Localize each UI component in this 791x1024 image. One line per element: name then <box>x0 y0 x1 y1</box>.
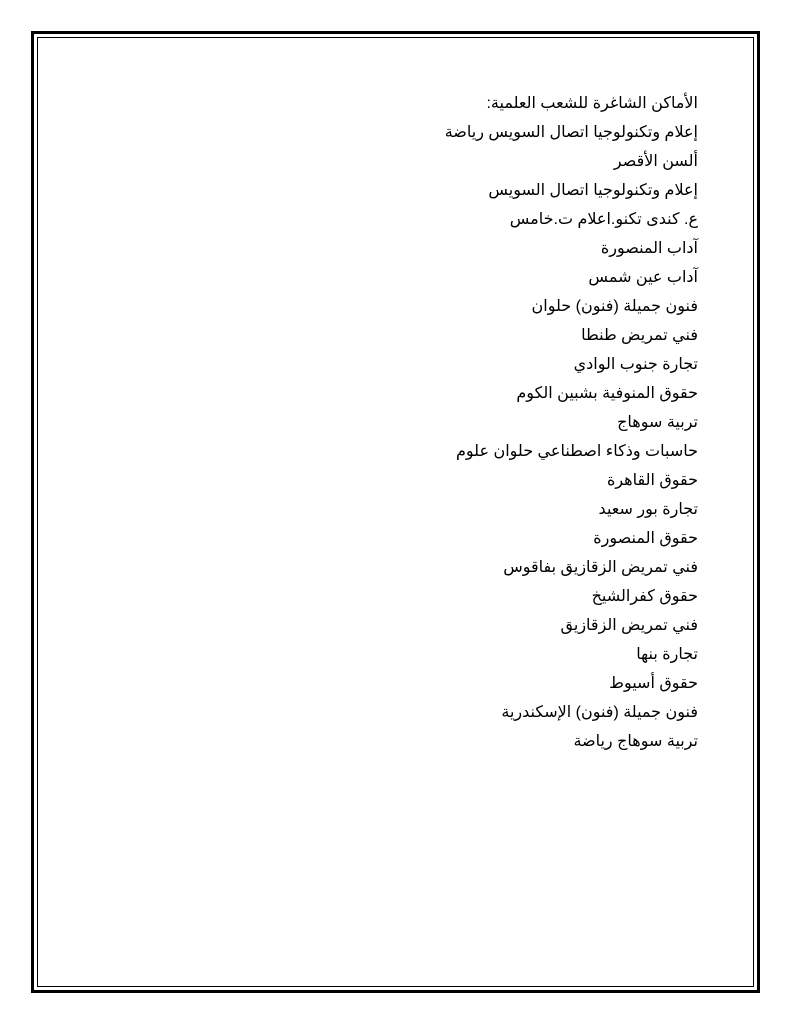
list-item: تجارة جنوب الوادي <box>573 356 698 373</box>
list-item: فني تمريض طنطا <box>581 327 698 344</box>
list-item: إعلام وتكنولوجيا اتصال السويس رياضة <box>444 124 698 141</box>
list-item: تجارة بنها <box>636 646 698 663</box>
list-item: تربية سوهاج <box>617 414 698 431</box>
list-item: حقوق القاهرة <box>606 472 698 489</box>
list-item: فني تمريض الزقازيق بفاقوس <box>503 559 698 576</box>
list-item: تربية سوهاج رياضة <box>573 733 698 750</box>
list-item: آداب المنصورة <box>600 240 698 257</box>
list-item: حقوق كفرالشيخ <box>591 588 698 605</box>
list-item: آداب عين شمس <box>588 269 698 286</box>
list-item: حقوق المنوفية بشبين الكوم <box>516 385 698 402</box>
vacancies-list <box>0 89 698 756</box>
list-item: حقوق المنصورة <box>593 530 698 547</box>
list-item: حقوق أسيوط <box>609 675 698 692</box>
list-item: فني تمريض الزقازيق <box>560 617 698 634</box>
list-item: إعلام وتكنولوجيا اتصال السويس <box>488 182 698 199</box>
list-item: حاسبات وذكاء اصطناعي حلوان علوم <box>456 443 698 460</box>
list-item: فنون جميلة (فنون) حلوان <box>531 298 698 315</box>
list-item: ألسن الأقصر <box>613 153 698 170</box>
list-item: فنون جميلة (فنون) الإسكندرية <box>501 704 698 721</box>
list-item: ع. كندى تكنو.اعلام ت.خامس <box>509 211 698 228</box>
list-heading: الأماكن الشاغرة للشعب العلمية: <box>486 95 698 112</box>
list-item: تجارة بور سعيد <box>598 501 698 518</box>
